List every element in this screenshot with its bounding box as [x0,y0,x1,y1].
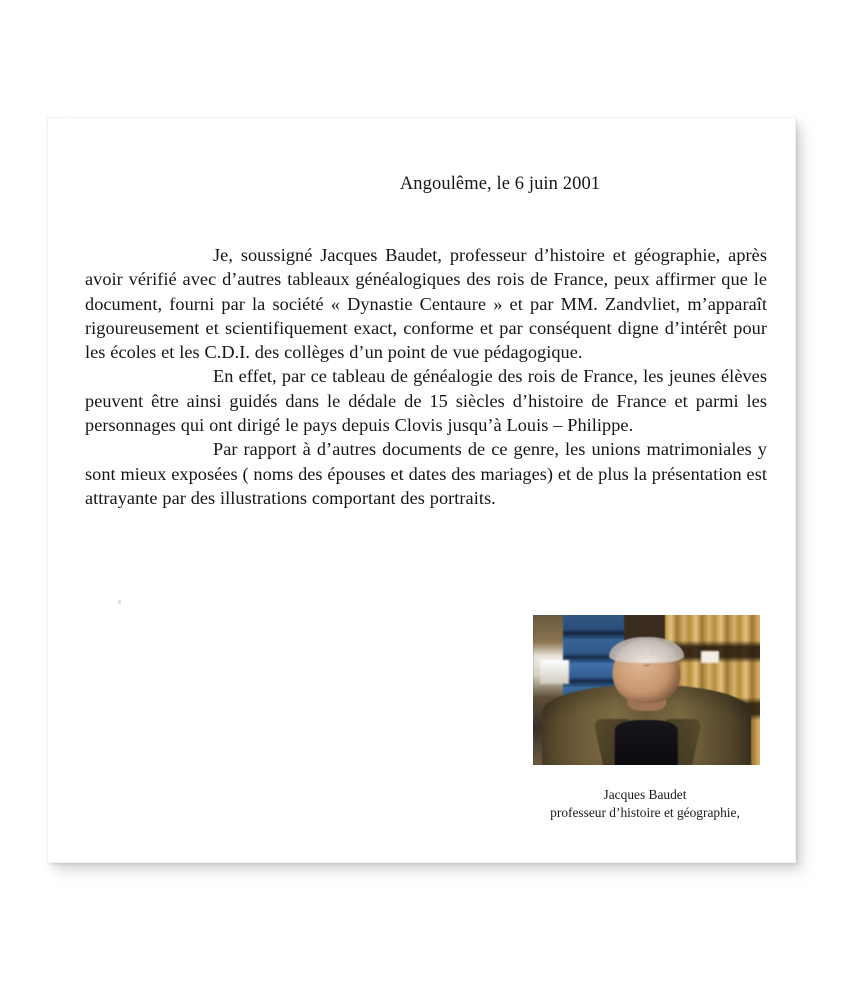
author-photograph [533,615,760,765]
letter-body [85,118,767,510]
paragraph-2: En effet, par ce tableau de généalogie des rois de France, les jeunes élèves peuvent être ainsi guidés dans le dédale de 15 siècles d’histoire de France et parmi les personnages qui ont dirigé le pays depuis Clovis jusqu’à Louis – Philippe. [85,366,767,436]
letter-page [48,118,795,862]
paragraph-3: Par rapport à d’autres documents de ce genre, les unions matrimoniales y sont mieux exposées ( noms des épouses et dates des mariages) et de plus la présentation est attrayante par des illustrations comportant des portraits. [85,439,768,508]
signature-title: professeur d’histoire et géographie, [550,805,740,820]
photo-hair [609,637,684,663]
signature-block [500,786,790,822]
scan-speck [118,600,121,604]
photo-mouth [643,665,650,666]
signature-name: Jacques Baudet [603,787,687,802]
photo-turtleneck [615,720,678,765]
paragraph-1: Je, soussigné Jacques Baudet, professeur d’histoire et géographie, après avoir vérifié avec d’autres tableaux généalogiques des rois de France, peux affirmer que le document, fourni par la société « Dynastie Centaure » et par MM. Zandvliet, m’apparaît rigoureusement et scientifiquement exact, conforme et par conséquent digne d’intérêt pour les écoles et les C.D.I. des collèges d’un point de vue pédagogique. [85,245,767,363]
photo-subject [533,636,760,765]
date-line: Angoulême, le 6 juin 2001 [399,174,601,194]
